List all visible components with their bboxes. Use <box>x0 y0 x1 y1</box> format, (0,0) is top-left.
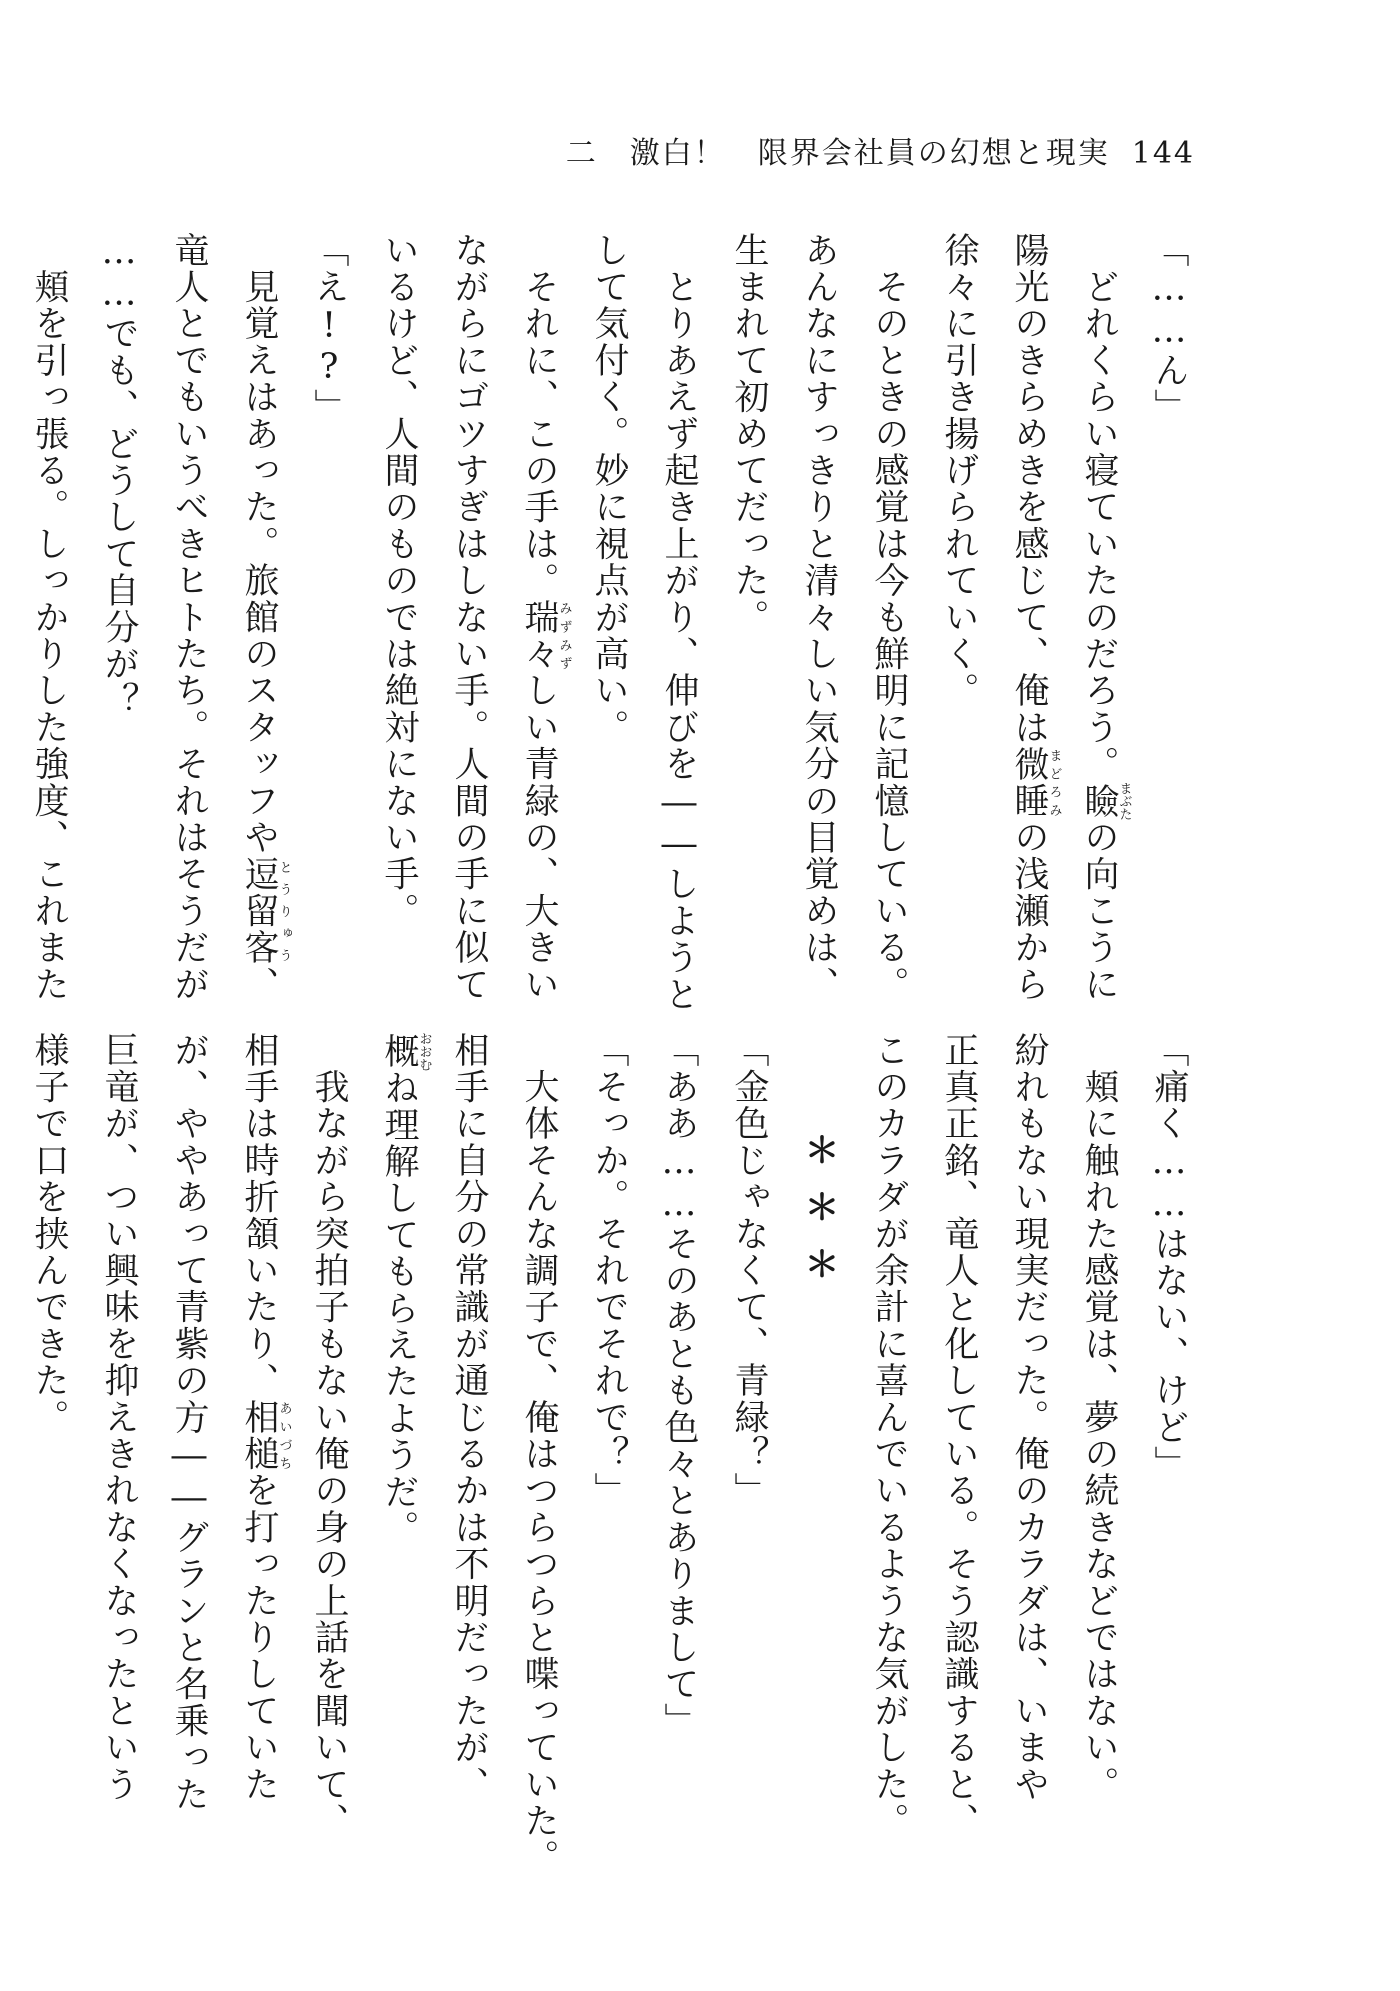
ruby-annotation: 瞼まぶた <box>1079 781 1132 821</box>
text-line: 「ああ……そのあとも色々とありまして」 <box>659 1032 699 1740</box>
ruby-annotation: 逗留客とうりゅう <box>239 855 292 967</box>
text-line: 我ながら突拍子もない俺の身の上話を聞いて、 <box>309 1032 349 1840</box>
text-line: どれくらい寝ていたのだろう。瞼まぶたの向こうに <box>1079 232 1132 1003</box>
text-line: が、ややあって青紫の方――グランと名乗った <box>169 1032 209 1813</box>
text-line: 竜人とでもいうべきヒトたち。それはそうだが <box>169 232 209 1003</box>
text-line: 「金色じゃなくて、青緑？」 <box>729 1032 769 1510</box>
section-break: ＊＊＊ <box>799 1132 840 1303</box>
ruby-annotation: 微睡まどろみ <box>1009 745 1062 820</box>
text-line <box>0 232 14 977</box>
text-line: あんなにすっきりと清々しい気分の目覚めは、 <box>799 232 839 1003</box>
text-line: このカラダが余計に喜んでいるような気がした。 <box>869 1032 909 1840</box>
text-line: それに、この手は。瑞々みずみずしい青緑の、大きい <box>519 232 572 1003</box>
running-header <box>566 128 1195 172</box>
text-line: ……でも、どうして自分が？ <box>99 232 139 720</box>
text-line: 正真正銘、竜人と化している。そう認識すると、 <box>939 1032 979 1840</box>
ruby-annotation: 相槌あいづち <box>239 1399 292 1473</box>
text-line: 相手に自分の常識が通じるかは不明だったが、 <box>449 1032 489 1803</box>
ruby-annotation: 瑞々みずみず <box>519 599 572 673</box>
text-line: 「え!?」 <box>309 232 349 426</box>
page-number: 144 <box>1131 136 1195 171</box>
upper-text-block <box>29 232 1204 1013</box>
chapter-title: 二 激白！ 限界会社員の幻想と現実 <box>565 136 1110 171</box>
text-line: 紛れもない現実だった。俺のカラダは、いまや <box>1009 1032 1049 1803</box>
text-line: そのときの感覚は今も鮮明に記憶している。 <box>869 232 909 1003</box>
text-line: 頬を引っ張る。しっかりした強度、これまた <box>29 232 69 1003</box>
text-line: 大体そんな調子で、俺はつらつらと喋っていた。 <box>519 1032 559 1877</box>
text-line: とりあえず起き上がり、伸びを――しようと <box>659 232 699 1013</box>
text-line: して気付く。妙に視点が高い。 <box>589 232 629 746</box>
text-line: いるけど、人間のものでは絶対にない手。 <box>379 232 419 930</box>
text-line: ながらにゴツすぎはしない手。人間の手に似て <box>449 232 489 1003</box>
text-line: 「……ん」 <box>1149 232 1189 426</box>
text-line: 陽光のきらめきを感じて、俺は微睡まどろみの浅瀬から <box>1009 232 1062 1003</box>
text-line: 様子で口を挟んできた。 <box>29 1032 69 1436</box>
text-line: 「そっか。それでそれで？」 <box>589 1032 629 1510</box>
text-line: 概おおむね理解してもらえたようだ。 <box>379 1032 432 1547</box>
text-line: 相手は時折頷いたり、相槌あいづちを打ったりしていた <box>239 1032 292 1803</box>
text-line: 徐々に引き揚げられていく。 <box>939 232 979 710</box>
text-line: 「痛く……はない、けど」 <box>1149 1032 1189 1483</box>
lower-text-block <box>29 1032 1204 1877</box>
ruby-annotation: 概おおむ <box>379 1032 432 1071</box>
text-line: 巨竜が、つい興味を抑えきれなくなったという <box>99 1032 139 1803</box>
text-line: 生まれて初めてだった。 <box>729 232 769 636</box>
text-line: 見覚えはあった。旅館のスタッフや逗留客とうりゅう、 <box>239 232 292 1003</box>
text-line: 頬に触れた感覚は、夢の続きなどではない。 <box>1079 1032 1119 1803</box>
